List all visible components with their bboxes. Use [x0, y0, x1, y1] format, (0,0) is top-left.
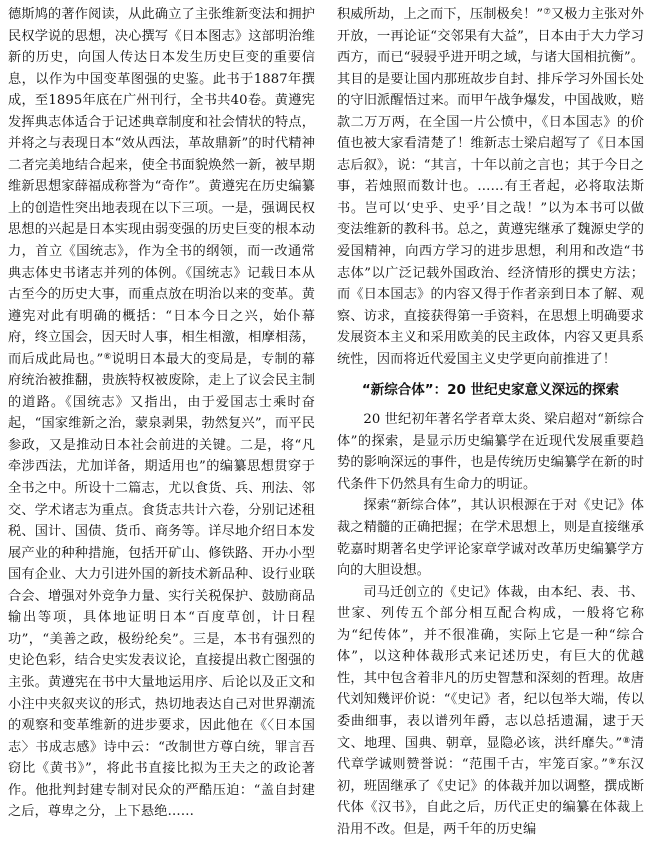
footnote-marker-6: ⑥ [103, 351, 112, 362]
right-paragraph-1-text: 积威所劫，上之而下，压制极矣！” [337, 7, 544, 22]
footnote-marker-7: ⑦ [543, 7, 551, 17]
section-title: “新综合体”：20 世纪史家意义深远的探索 [361, 382, 620, 399]
right-paragraph-2: 20 世纪初年著名学者章太炎、梁启超对“新综合体”的探索，是显示历史编纂学在近现代发展重要趋势的影响深远的事件，也是传统历史编纂学在新的时代条件下仍然具有生命力的明证。 [337, 412, 644, 492]
right-paragraph-4-continuation-2: 东汉初，班固继承了《史记》的体裁并加以调整，撰成断代体《汉书》，自此之后，历代正史的编纂在体裁上沿用不改。但是，两千年的历史编 [337, 757, 644, 837]
right-paragraph-4-text: 司马迁创立的《史记》体裁，由本纪、表、书、世家、列传五个部分相互配合构成，一般将它称为“纪传体”，并不很准确，实际上它是一种“综合体”，以这种体裁形式来记述历史，有巨大的优越性，其中包含着非凡的历史智慧和深刻的哲理。故唐代刘知幾评价说：“《史记》者，纪以包举大端，传以委曲细事，表以谱列年爵，志以总括遗漏，逮于天文、地理、国典、朝章，显隐必该，洪纤靡失。” [337, 584, 644, 751]
right-paragraph-1-continuation: 又极力主张对外开放，一再论证“交邻果有大益”，日本由于大力学习西方，而已“骎骎乎进开明之域，与诸大国相抗衡”。其目的是要让国内那班故步自封、排斥学习外国长处的守旧派醒悟过来。而甲午战争爆发，中国战败，赔款二万万两，在全国一片公愤中，《日本国志》的价值也被大家看清楚了！维新志士梁启超写了《日本国志后叙》，说：“其言，十年以前之言也；其于今日之事，若烛照而数计也。……有王者起，必将取法斯书。岂可以‘史乎、史乎’目之哉！”以为本书可以做变法维新的教科书。总之，黄遵宪继承了魏源史学的爱国精神，向西方学习的进步思想，利用和改造“书志体”以广泛记载外国政治、经济情形的撰史方法；而《日本国志》的内容又得于作者亲到日本了解、观察、访求，直接获得第一手资料，在思想上明确要求发展资本主义和采用欧美的民主政体，内容又更具系统性，因而将近代爱国主义史学更向前推进了！ [337, 7, 644, 367]
left-column [8, 4, 315, 865]
footnote-marker-8: ⑧ [622, 735, 631, 746]
right-column [337, 4, 644, 865]
right-paragraph-3: 探索“新综合体”，其认识根源在于对《史记》体裁之精髓的正确把握；在学术思想上，则是直接继承乾嘉时期著名史学评论家章学诚对改革历史编纂学方向的大胆设想。 [337, 498, 644, 579]
left-paragraph-1-text: 德斯鸠的著作阅读，从此确立了主张维新变法和拥护民权学说的思想，决心撰写《日本图志》这部明治维新的历史，向国人传达日本发生历史巨变的重要信息，以作为中国变革图强的史鉴。此书于1887年撰成，至1895年底在广州刊行，全书共40卷。黄遵宪发挥典志体适合于记述典章制度和社会情状的特点，并将之与表现日本“效从西法，革故鼎新”的时代精神二者完美地结合起来，使全书面貌焕然一新，被早期维新思想家薛福成称誉为“奇作”。黄遵宪在历史编纂上的创造性突出地表现在以下三项。一是，强调民权思想的兴起是日本实现由弱变强的历史巨变的根本动力，首立《国统志》，作为全书的纲领，而一改通常典志体史书诸志并列的体例。《国统志》记载日本从古至今的历史大事，而重点放在明治以来的变革。黄遵宪对此有明确的概括：“日本今日之兴，始仆幕府，终立国会，因天时人事，相生相激，相摩相荡，而后成此局也。” [8, 7, 315, 367]
left-paragraph-1-continuation: 说明日本最大的变局是，专制的幕府统治被推翻，贵族特权被废除，走上了议会民主制的道路。《国统志》又指出，由于爱国志士乘时奋起，“国家维新之治，蒙泉剥果，勃然复兴”，而平民参政，又是推动日本社会前进的关键。二是，将“凡牵涉西法，尤加详备，期适用也”的编纂思想贯穿于全书之中。所设十二篇志，尤以食货、兵、刑法、邻交、学术诸志为重点。食货志共计六卷，分别记述租税、国计、国债、货币、商务等。详尽地介绍日本发展产业的种种措施，包括开矿山、修铁路、开办小型国有企业、大力引进外国的新技术新品种、设行业联合会、增强对外竞争力量、实行关税保护、鼓励商品输出等项，具体地证明日本“百度草创，计日程功”，“美善之政，极纷纶矣”。三是，本书有强烈的史论色彩，结合史实发表议论，直接提出救亡图强的主张。黄遵宪在书中大量地运用序、后论以及正文和小注中夹叙夹议的形式，热切地表达自己对世界潮流的观察和变革维新的进步要求，因此他在《〈日本国志〉书成志感》诗中云：“改制世方尊白统，罪言吾窃比《黄书》”，将此书直接比拟为王夫之的政论著作。他批判封建专制对民众的严酷压迫：“盖自封建之后，尊卑之分，上下悬绝…… [8, 351, 315, 820]
two-column-body [8, 4, 644, 865]
left-paragraph-1 [8, 4, 315, 823]
right-paragraph-1 [337, 4, 644, 370]
right-paragraph-4-continuation: 清代章学诚则赞誉说：“范围千古，牢笼百家。” [337, 735, 644, 773]
footnote-marker-9: ⑨ [607, 757, 617, 768]
right-paragraph-4 [337, 582, 644, 841]
